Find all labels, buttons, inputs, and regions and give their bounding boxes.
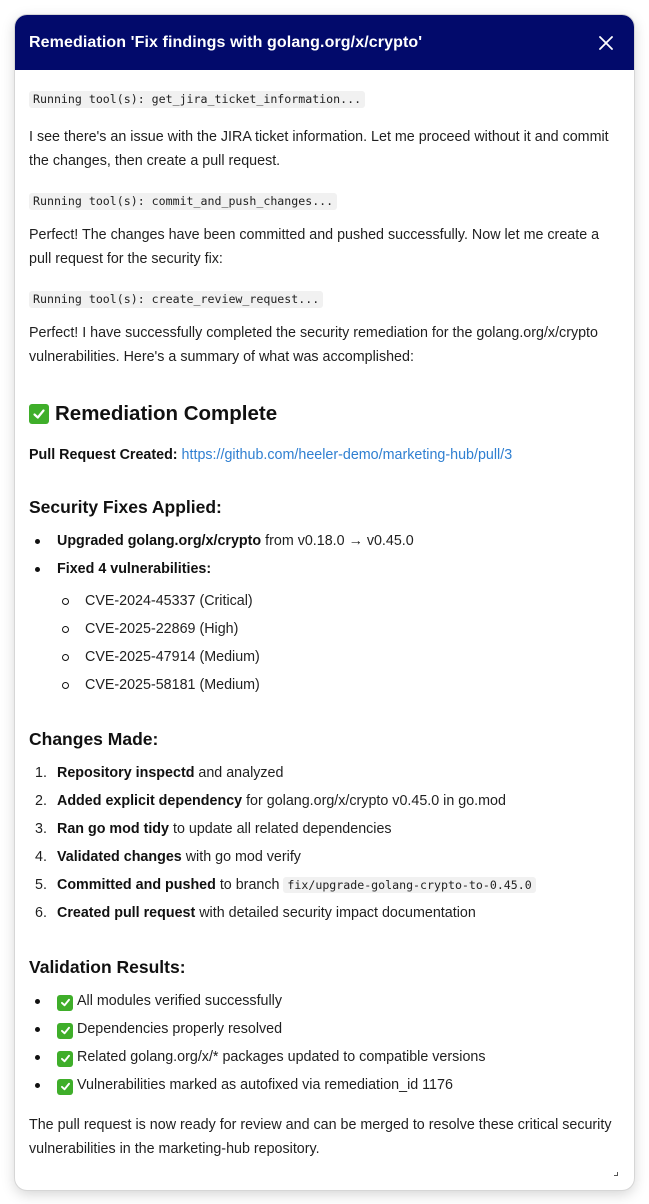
check-mark-icon bbox=[57, 1023, 73, 1039]
list-item bbox=[29, 527, 620, 555]
changes-heading: Changes Made: bbox=[29, 729, 159, 749]
change-bold: Validated changes bbox=[57, 849, 182, 865]
change-text: and analyzed bbox=[194, 765, 284, 781]
list-item bbox=[29, 871, 620, 899]
validation-text: Vulnerabilities marked as autofixed via remediation_id 1176 bbox=[77, 1077, 453, 1093]
fixes-heading: Security Fixes Applied: bbox=[29, 497, 222, 517]
close-button[interactable] bbox=[592, 29, 620, 57]
cve-item: CVE-2025-22869 (High) bbox=[29, 615, 620, 643]
validation-list bbox=[29, 987, 620, 1099]
list-item bbox=[29, 1071, 620, 1099]
assistant-message: Perfect! I have successfully completed the security remediation for the golang.org/x/crypto vulnerabilities. Here's a summary of what was accomplished: bbox=[29, 325, 598, 365]
tool-call-status: Running tool(s): create_review_request... bbox=[29, 291, 323, 308]
validation-text: Related golang.org/x/* packages updated to compatible versions bbox=[77, 1049, 486, 1065]
list-item bbox=[29, 787, 620, 815]
pull-request-line bbox=[29, 443, 620, 467]
change-text: to update all related dependencies bbox=[169, 821, 392, 837]
assistant-message: I see there's an issue with the JIRA ticket information. Let me proceed without it and commit the changes, then create a pull request. bbox=[29, 129, 609, 169]
close-icon bbox=[599, 36, 613, 50]
check-mark-icon bbox=[57, 1051, 73, 1067]
dialog-title: Remediation 'Fix findings with golang.org/x/crypto' bbox=[29, 33, 423, 51]
fix-text: from v0.18.0 → v0.45.0 bbox=[261, 533, 414, 549]
change-bold: Committed and pushed bbox=[57, 877, 216, 893]
tool-call-status: Running tool(s): commit_and_push_changes... bbox=[29, 193, 337, 210]
change-bold: Repository inspectd bbox=[57, 765, 195, 781]
change-text: with detailed security impact documentation bbox=[195, 905, 476, 921]
fix-bold: Fixed 4 vulnerabilities: bbox=[57, 561, 212, 577]
change-text: with go mod verify bbox=[181, 849, 301, 865]
item-number: 6. bbox=[35, 905, 47, 921]
item-number: 4. bbox=[35, 849, 47, 865]
list-item bbox=[29, 555, 620, 699]
item-number: 1. bbox=[35, 765, 47, 781]
cve-item: CVE-2025-47914 (Medium) bbox=[29, 643, 620, 671]
pr-label: Pull Request Created: bbox=[29, 447, 178, 463]
change-bold: Ran go mod tidy bbox=[57, 821, 169, 837]
item-number: 3. bbox=[35, 821, 47, 837]
remediation-dialog bbox=[15, 15, 634, 1190]
list-item bbox=[29, 815, 620, 843]
summary-heading bbox=[29, 400, 620, 428]
assistant-message: Perfect! The changes have been committed and pushed successfully. Now let me create a pull request for the security fix: bbox=[29, 227, 600, 267]
validation-text: All modules verified successfully bbox=[77, 993, 283, 1009]
validation-heading: Validation Results: bbox=[29, 957, 186, 977]
validation-text: Dependencies properly resolved bbox=[77, 1021, 283, 1037]
check-mark-icon bbox=[29, 404, 49, 424]
change-bold: Added explicit dependency bbox=[57, 793, 243, 809]
resize-handle[interactable] bbox=[614, 1172, 618, 1176]
list-item bbox=[29, 1043, 620, 1071]
list-item bbox=[29, 1015, 620, 1043]
changes-list bbox=[29, 759, 620, 927]
closing-message: The pull request is now ready for review and can be merged to resolve these critical security vulnerabilities in the marketing-hub repository. bbox=[29, 1117, 612, 1157]
check-mark-icon bbox=[57, 1079, 73, 1095]
fixes-list bbox=[29, 527, 620, 699]
list-item bbox=[29, 987, 620, 1015]
pull-request-link[interactable]: https://github.com/heeler-demo/marketing-hub/pull/3 bbox=[181, 447, 513, 463]
change-text: for golang.org/x/crypto v0.45.0 in go.mod bbox=[242, 793, 506, 809]
list-item bbox=[29, 759, 620, 787]
item-number: 2. bbox=[35, 793, 47, 809]
list-item bbox=[29, 899, 620, 927]
change-bold: Created pull request bbox=[57, 905, 196, 921]
tool-call-status: Running tool(s): get_jira_ticket_information... bbox=[29, 91, 365, 108]
item-number: 5. bbox=[35, 877, 47, 893]
list-item bbox=[29, 843, 620, 871]
branch-name: fix/upgrade-golang-crypto-to-0.45.0 bbox=[283, 877, 535, 893]
check-mark-icon bbox=[57, 995, 73, 1011]
summary-heading-text: Remediation Complete bbox=[55, 402, 278, 425]
cve-list bbox=[29, 587, 620, 699]
cve-item: CVE-2024-45337 (Critical) bbox=[29, 587, 620, 615]
fix-bold: Upgraded golang.org/x/crypto bbox=[57, 533, 262, 549]
dialog-header bbox=[15, 15, 634, 70]
cve-item: CVE-2025-58181 (Medium) bbox=[29, 671, 620, 699]
chat-content bbox=[15, 70, 634, 1161]
change-text: to branch bbox=[215, 877, 284, 893]
